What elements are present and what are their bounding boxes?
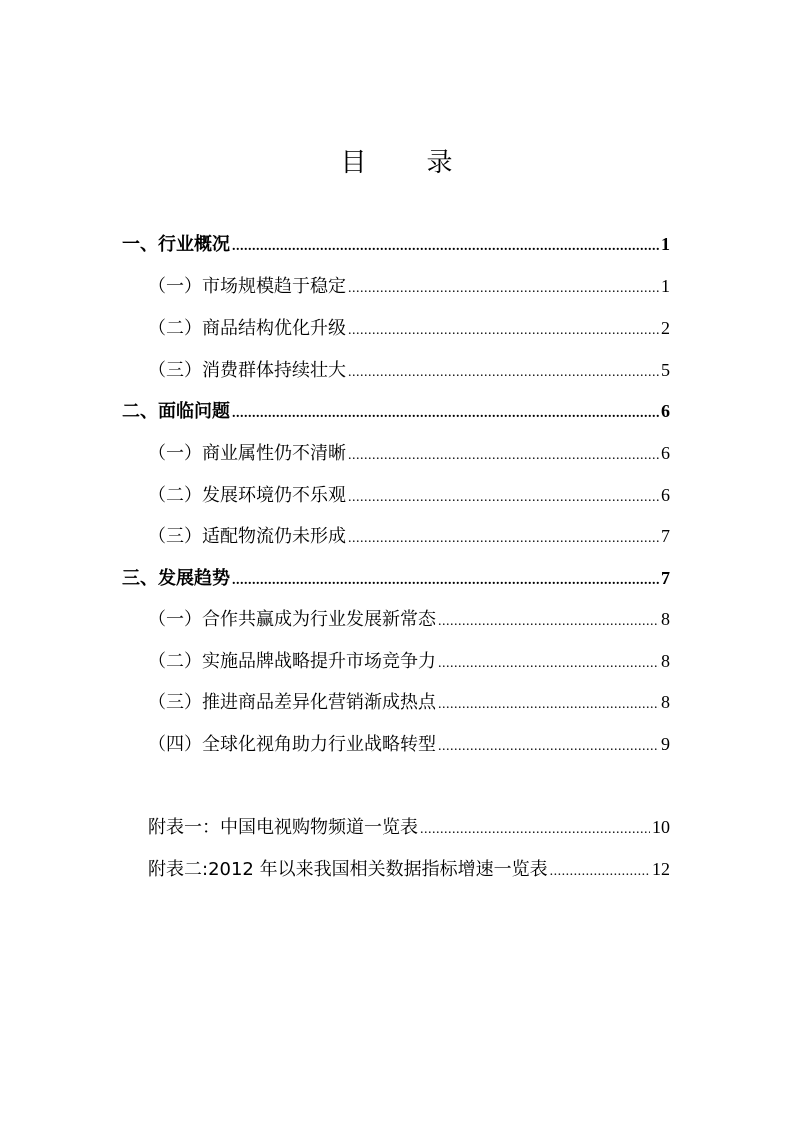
toc-entry-label: （一）合作共赢成为行业发展新常态 bbox=[148, 609, 436, 630]
toc-entry-page: 5 bbox=[661, 360, 670, 380]
toc-leader-dots bbox=[348, 490, 659, 506]
toc-entry[interactable] bbox=[148, 314, 670, 340]
toc-entry-page: 9 bbox=[661, 734, 670, 754]
appendix-entry-label: 附表一：中国电视购物频道一览表 bbox=[148, 817, 418, 838]
toc-entry[interactable] bbox=[148, 272, 670, 298]
toc-entry-page: 7 bbox=[661, 568, 670, 588]
toc-leader-dots bbox=[438, 739, 659, 755]
toc-entry-page: 7 bbox=[661, 526, 670, 546]
toc-entry-label: （三）推进商品差异化营销渐成热点 bbox=[148, 692, 436, 713]
toc-entry-page: 6 bbox=[661, 485, 670, 505]
toc-entry-label: （三）适配物流仍未形成 bbox=[148, 526, 346, 547]
appendix-entry-label: 附表二:2012 年以来我国相关数据指标增速一览表 bbox=[148, 859, 548, 880]
toc-leader-dots bbox=[348, 281, 659, 297]
toc-leader-dots bbox=[348, 531, 659, 547]
appendix-entry-page: 12 bbox=[652, 859, 670, 879]
toc-entry-label: 二、面临问题 bbox=[122, 401, 230, 422]
toc-entry[interactable] bbox=[148, 605, 670, 631]
toc-leader-dots bbox=[420, 822, 650, 838]
toc-entry-page: 8 bbox=[661, 609, 670, 629]
toc-entry-label: （三）消费群体持续壮大 bbox=[148, 360, 346, 381]
toc-entry[interactable] bbox=[148, 647, 670, 673]
toc-entry-label: 一、行业概况 bbox=[122, 234, 230, 255]
toc-entry-page: 8 bbox=[661, 651, 670, 671]
toc-entry-page: 1 bbox=[661, 234, 670, 254]
toc-entry[interactable] bbox=[122, 564, 670, 590]
toc-entry-label: 三、发展趋势 bbox=[122, 568, 230, 589]
toc-entry[interactable] bbox=[148, 730, 670, 756]
toc-entry-label: （一）市场规模趋于稳定 bbox=[148, 276, 346, 297]
title-char-2: 录 bbox=[426, 148, 453, 178]
appendix-entry[interactable] bbox=[148, 855, 670, 881]
toc-entry-page: 8 bbox=[661, 692, 670, 712]
toc-leader-dots bbox=[550, 864, 650, 880]
toc-entry[interactable] bbox=[148, 481, 670, 507]
appendix-entry-page: 10 bbox=[652, 817, 670, 837]
toc-entry-page: 6 bbox=[661, 443, 670, 463]
title-char-1: 目 bbox=[340, 148, 367, 178]
toc-entry-label: （二）发展环境仍不乐观 bbox=[148, 485, 346, 506]
toc-entry-label: （四）全球化视角助力行业战略转型 bbox=[148, 734, 436, 755]
toc-leader-dots bbox=[438, 697, 659, 713]
toc-leader-dots bbox=[438, 656, 659, 672]
toc-entry-page: 2 bbox=[661, 318, 670, 338]
toc-entry[interactable] bbox=[148, 688, 670, 714]
toc-leader-dots bbox=[348, 365, 659, 381]
page-title bbox=[0, 142, 793, 179]
toc-entry[interactable] bbox=[148, 439, 670, 465]
toc-entry-label: （二）商品结构优化升级 bbox=[148, 318, 346, 339]
toc-entry[interactable] bbox=[148, 356, 670, 382]
toc-entry-page: 1 bbox=[661, 276, 670, 296]
toc-entry[interactable] bbox=[122, 230, 670, 256]
toc-entry[interactable] bbox=[122, 397, 670, 423]
toc-leader-dots bbox=[348, 323, 659, 339]
toc-entry-label: （二）实施品牌战略提升市场竞争力 bbox=[148, 651, 436, 672]
toc-entry-page: 6 bbox=[661, 401, 670, 421]
toc-entry-label: （一）商业属性仍不清晰 bbox=[148, 443, 346, 464]
toc-leader-dots bbox=[232, 406, 659, 422]
toc-leader-dots bbox=[232, 239, 659, 255]
toc-leader-dots bbox=[232, 573, 659, 589]
appendix-entry[interactable] bbox=[148, 813, 670, 839]
toc-entry[interactable] bbox=[148, 522, 670, 548]
toc-leader-dots bbox=[348, 448, 659, 464]
toc-leader-dots bbox=[438, 614, 659, 630]
